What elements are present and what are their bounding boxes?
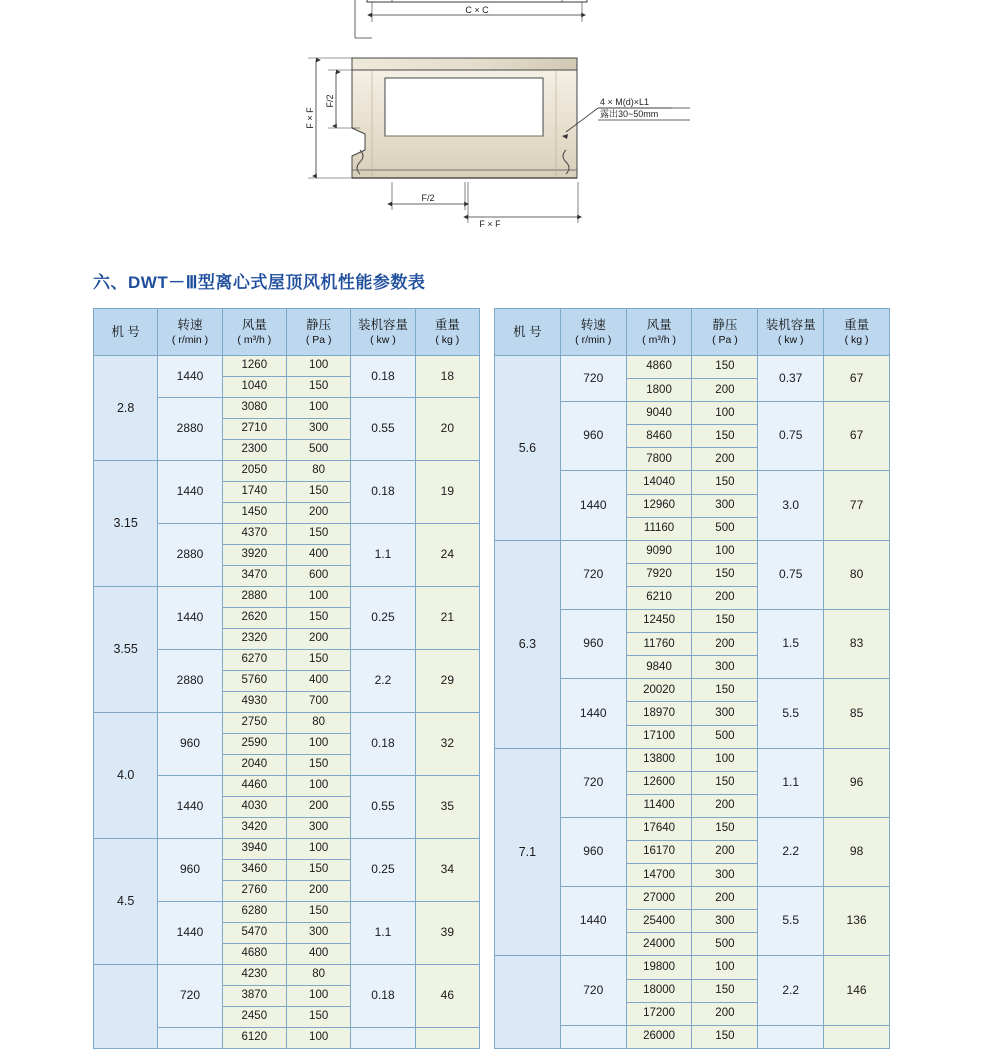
cell-power: 2.2 — [758, 956, 824, 1025]
cell-power: 0.25 — [351, 587, 415, 650]
dim-f2-horizontal-label: F/2 — [421, 193, 435, 203]
cell-flow: 11760 — [626, 633, 692, 656]
cell-flow: 4930 — [222, 692, 286, 713]
cell-power: 0.75 — [758, 540, 824, 609]
cell-flow: 4230 — [222, 965, 286, 986]
header-flow: 风量 ( m³/h ) — [626, 309, 692, 356]
cell-pressure: 150 — [286, 608, 350, 629]
dim-f2-vertical-label: F/2 — [325, 94, 335, 108]
cell-pressure: 80 — [286, 461, 350, 482]
header-pressure: 静压 ( Pa ) — [286, 309, 350, 356]
cell-pressure: 500 — [692, 517, 758, 540]
table-row — [495, 748, 890, 771]
cell-flow: 2050 — [222, 461, 286, 482]
cell-pressure: 150 — [692, 817, 758, 840]
cell-flow: 12600 — [626, 771, 692, 794]
cell-model: 4.0 — [94, 713, 158, 839]
cell-weight: 98 — [824, 817, 890, 886]
header-weight: 重量 ( kg ) — [824, 309, 890, 356]
cell-weight: 77 — [824, 471, 890, 540]
cell-pressure: 300 — [692, 702, 758, 725]
cell-pressure: 100 — [286, 587, 350, 608]
cell-rpm: 720 — [560, 748, 626, 817]
cell-pressure: 200 — [692, 794, 758, 817]
table-row — [94, 461, 480, 482]
cell-flow: 5760 — [222, 671, 286, 692]
cell-flow: 3920 — [222, 545, 286, 566]
cell-flow: 4680 — [222, 944, 286, 965]
cell-flow: 3940 — [222, 839, 286, 860]
cell-flow: 11160 — [626, 517, 692, 540]
header-rpm: 转速 ( r/min ) — [560, 309, 626, 356]
cell-pressure: 150 — [692, 425, 758, 448]
cell-pressure: 100 — [286, 839, 350, 860]
cell-model — [495, 956, 561, 1049]
cell-power: 0.25 — [351, 839, 415, 902]
cell-pressure: 100 — [692, 540, 758, 563]
cell-pressure: 200 — [286, 881, 350, 902]
cell-pressure: 100 — [286, 734, 350, 755]
cell-pressure: 300 — [286, 923, 350, 944]
cell-rpm: 960 — [158, 713, 222, 776]
cell-model: 3.15 — [94, 461, 158, 587]
cell-pressure: 600 — [286, 566, 350, 587]
table-row — [495, 956, 890, 979]
table-header-row — [94, 309, 480, 356]
cell-weight — [824, 1025, 890, 1048]
cell-weight: 21 — [415, 587, 479, 650]
cell-power: 1.1 — [351, 524, 415, 587]
cell-flow: 3470 — [222, 566, 286, 587]
cell-pressure: 150 — [286, 377, 350, 398]
cell-pressure: 300 — [692, 494, 758, 517]
cell-pressure: 100 — [286, 776, 350, 797]
cell-pressure: 200 — [692, 379, 758, 402]
cell-flow: 4370 — [222, 524, 286, 545]
technical-drawing — [0, 0, 1000, 250]
cell-pressure: 300 — [286, 818, 350, 839]
cell-model — [94, 965, 158, 1049]
cell-flow: 16170 — [626, 840, 692, 863]
cell-flow: 3460 — [222, 860, 286, 881]
cell-flow: 14040 — [626, 471, 692, 494]
cell-power: 1.5 — [758, 610, 824, 679]
cell-flow: 7800 — [626, 448, 692, 471]
cell-rpm: 720 — [560, 540, 626, 609]
cell-flow: 17200 — [626, 1002, 692, 1025]
cell-flow: 6210 — [626, 586, 692, 609]
header-power: 装机容量 ( kw ) — [758, 309, 824, 356]
cell-flow: 5470 — [222, 923, 286, 944]
cell-pressure: 500 — [692, 725, 758, 748]
cell-weight: 46 — [415, 965, 479, 1028]
cell-pressure: 200 — [286, 797, 350, 818]
cell-flow: 8460 — [626, 425, 692, 448]
cell-pressure: 150 — [692, 610, 758, 633]
cell-rpm: 960 — [560, 817, 626, 886]
cell-pressure: 500 — [286, 440, 350, 461]
cell-pressure: 300 — [286, 419, 350, 440]
cell-power: 5.5 — [758, 887, 824, 956]
dim-fxf-horizontal-label: F × F — [479, 219, 501, 229]
cell-pressure: 400 — [286, 671, 350, 692]
cell-flow: 6280 — [222, 902, 286, 923]
cell-power — [351, 1028, 415, 1049]
table-header-row — [495, 309, 890, 356]
cell-pressure: 150 — [692, 979, 758, 1002]
cell-pressure: 100 — [692, 956, 758, 979]
cell-pressure: 150 — [286, 524, 350, 545]
cell-power: 0.37 — [758, 356, 824, 402]
cell-flow: 20020 — [626, 679, 692, 702]
cell-flow: 2320 — [222, 629, 286, 650]
cell-pressure: 100 — [286, 356, 350, 377]
cell-pressure: 400 — [286, 944, 350, 965]
cell-weight: 20 — [415, 398, 479, 461]
cell-weight: 136 — [824, 887, 890, 956]
cell-rpm: 1440 — [158, 902, 222, 965]
cell-power — [758, 1025, 824, 1048]
expose-note-label: 露出30~50mm — [600, 109, 659, 119]
cell-flow: 9840 — [626, 656, 692, 679]
table-row — [94, 965, 480, 986]
table-row — [94, 839, 480, 860]
cell-weight: 83 — [824, 610, 890, 679]
cell-weight: 80 — [824, 540, 890, 609]
cell-rpm: 1440 — [158, 776, 222, 839]
cell-flow: 6120 — [222, 1028, 286, 1049]
cell-weight: 67 — [824, 356, 890, 402]
cell-flow: 7920 — [626, 563, 692, 586]
cell-pressure: 400 — [286, 545, 350, 566]
bolt-note-label: 4 × M(d)×L1 — [600, 97, 650, 107]
cell-weight: 32 — [415, 713, 479, 776]
cell-pressure: 200 — [286, 503, 350, 524]
cell-pressure: 700 — [286, 692, 350, 713]
cell-power: 3.0 — [758, 471, 824, 540]
section-heading: 六、DWT－Ⅲ型离心式屋顶风机性能参数表 — [93, 273, 426, 292]
cell-flow: 3420 — [222, 818, 286, 839]
cell-flow: 9090 — [626, 540, 692, 563]
cell-pressure: 100 — [692, 402, 758, 425]
cell-weight: 85 — [824, 679, 890, 748]
cell-flow: 18000 — [626, 979, 692, 1002]
cell-rpm: 720 — [560, 956, 626, 1025]
cell-rpm: 1440 — [158, 461, 222, 524]
cell-pressure: 200 — [286, 629, 350, 650]
cell-rpm: 2880 — [158, 650, 222, 713]
cell-rpm: 960 — [560, 402, 626, 471]
cell-power: 0.55 — [351, 776, 415, 839]
cell-pressure: 100 — [692, 748, 758, 771]
cell-rpm: 1440 — [560, 471, 626, 540]
header-rpm: 转速 ( r/min ) — [158, 309, 222, 356]
cell-power: 0.55 — [351, 398, 415, 461]
cell-flow: 17100 — [626, 725, 692, 748]
cell-pressure: 150 — [692, 1025, 758, 1048]
cell-pressure: 200 — [692, 448, 758, 471]
cell-flow: 17640 — [626, 817, 692, 840]
cell-weight: 24 — [415, 524, 479, 587]
cell-flow: 1740 — [222, 482, 286, 503]
cell-flow: 4030 — [222, 797, 286, 818]
cell-pressure: 150 — [286, 860, 350, 881]
header-flow: 风量 ( m³/h ) — [222, 309, 286, 356]
cell-flow: 2750 — [222, 713, 286, 734]
cell-pressure: 150 — [286, 650, 350, 671]
cell-flow: 2590 — [222, 734, 286, 755]
cell-power: 2.2 — [758, 817, 824, 886]
cell-pressure: 150 — [286, 482, 350, 503]
cell-flow: 14700 — [626, 864, 692, 887]
cell-pressure: 150 — [692, 679, 758, 702]
cell-flow: 6270 — [222, 650, 286, 671]
cell-pressure: 300 — [692, 656, 758, 679]
cell-pressure: 200 — [692, 1002, 758, 1025]
cell-rpm: 720 — [560, 356, 626, 402]
cell-flow: 3080 — [222, 398, 286, 419]
cell-weight: 67 — [824, 402, 890, 471]
cell-flow: 2620 — [222, 608, 286, 629]
cell-pressure: 150 — [692, 563, 758, 586]
header-model: 机 号 — [94, 309, 158, 356]
cell-flow: 24000 — [626, 933, 692, 956]
cell-flow: 4460 — [222, 776, 286, 797]
cell-model: 4.5 — [94, 839, 158, 965]
cell-pressure: 200 — [692, 633, 758, 656]
header-weight: 重量 ( kg ) — [415, 309, 479, 356]
cell-pressure: 500 — [692, 933, 758, 956]
performance-tables — [93, 308, 893, 1049]
cell-power: 2.2 — [351, 650, 415, 713]
cell-power: 1.1 — [351, 902, 415, 965]
cell-rpm: 960 — [560, 610, 626, 679]
cell-flow: 19800 — [626, 956, 692, 979]
cell-flow: 2040 — [222, 755, 286, 776]
table-row — [94, 356, 480, 377]
cell-weight: 35 — [415, 776, 479, 839]
cell-model: 5.6 — [495, 356, 561, 541]
cell-flow: 18970 — [626, 702, 692, 725]
cell-flow: 11400 — [626, 794, 692, 817]
cell-pressure: 150 — [286, 902, 350, 923]
cell-pressure: 300 — [692, 910, 758, 933]
cell-flow: 1260 — [222, 356, 286, 377]
cell-flow: 12450 — [626, 610, 692, 633]
cell-model: 2.8 — [94, 356, 158, 461]
cell-power: 1.1 — [758, 748, 824, 817]
cell-weight: 146 — [824, 956, 890, 1025]
cell-model: 6.3 — [495, 540, 561, 748]
cell-power: 0.18 — [351, 461, 415, 524]
cell-rpm: 1440 — [158, 587, 222, 650]
cell-flow: 2450 — [222, 1007, 286, 1028]
cell-flow: 27000 — [626, 887, 692, 910]
dim-fxf-vertical-label: F × F — [305, 107, 315, 129]
cell-pressure: 200 — [692, 586, 758, 609]
cell-power: 0.75 — [758, 402, 824, 471]
cell-flow: 4860 — [626, 356, 692, 379]
cell-power: 0.18 — [351, 965, 415, 1028]
cell-weight: 19 — [415, 461, 479, 524]
cell-pressure: 100 — [286, 1028, 350, 1049]
header-pressure: 静压 ( Pa ) — [692, 309, 758, 356]
cell-flow: 13800 — [626, 748, 692, 771]
cell-weight: 96 — [824, 748, 890, 817]
cell-power: 0.18 — [351, 356, 415, 398]
cell-weight — [415, 1028, 479, 1049]
cell-rpm: 2880 — [158, 398, 222, 461]
cell-rpm: 2880 — [158, 524, 222, 587]
cell-pressure: 80 — [286, 965, 350, 986]
cell-power: 5.5 — [758, 679, 824, 748]
cell-pressure: 100 — [286, 986, 350, 1007]
cell-flow: 1800 — [626, 379, 692, 402]
cell-flow: 1040 — [222, 377, 286, 398]
cell-pressure: 150 — [692, 356, 758, 379]
cell-flow: 9040 — [626, 402, 692, 425]
cell-pressure: 80 — [286, 713, 350, 734]
cell-rpm: 720 — [158, 965, 222, 1028]
cell-flow: 25400 — [626, 910, 692, 933]
cell-rpm — [158, 1028, 222, 1049]
cell-pressure: 150 — [692, 471, 758, 494]
dim-cxc-label: C × C — [465, 5, 489, 15]
cell-weight: 29 — [415, 650, 479, 713]
cell-pressure: 100 — [286, 398, 350, 419]
table-row — [495, 356, 890, 379]
cell-flow: 2760 — [222, 881, 286, 902]
cell-rpm — [560, 1025, 626, 1048]
cell-weight: 34 — [415, 839, 479, 902]
cell-flow: 26000 — [626, 1025, 692, 1048]
header-model: 机 号 — [495, 309, 561, 356]
cell-flow: 3870 — [222, 986, 286, 1007]
cell-power: 0.18 — [351, 713, 415, 776]
header-power: 装机容量 ( kw ) — [351, 309, 415, 356]
cell-pressure: 300 — [692, 864, 758, 887]
cell-flow: 2300 — [222, 440, 286, 461]
performance-table-right — [494, 308, 890, 1049]
table-row — [94, 587, 480, 608]
cell-weight: 18 — [415, 356, 479, 398]
cell-flow: 2710 — [222, 419, 286, 440]
cell-rpm: 1440 — [158, 356, 222, 398]
cell-pressure: 150 — [692, 771, 758, 794]
cell-rpm: 960 — [158, 839, 222, 902]
cell-pressure: 200 — [692, 887, 758, 910]
cell-pressure: 200 — [692, 840, 758, 863]
table-row — [94, 713, 480, 734]
cell-model: 3.55 — [94, 587, 158, 713]
cell-flow: 1450 — [222, 503, 286, 524]
table-row — [495, 540, 890, 563]
cell-rpm: 1440 — [560, 679, 626, 748]
cell-model: 7.1 — [495, 748, 561, 956]
cell-pressure: 150 — [286, 1007, 350, 1028]
cell-rpm: 1440 — [560, 887, 626, 956]
cell-flow: 12960 — [626, 494, 692, 517]
performance-table-left — [93, 308, 480, 1049]
cell-pressure: 150 — [286, 755, 350, 776]
cell-weight: 39 — [415, 902, 479, 965]
cell-flow: 2880 — [222, 587, 286, 608]
